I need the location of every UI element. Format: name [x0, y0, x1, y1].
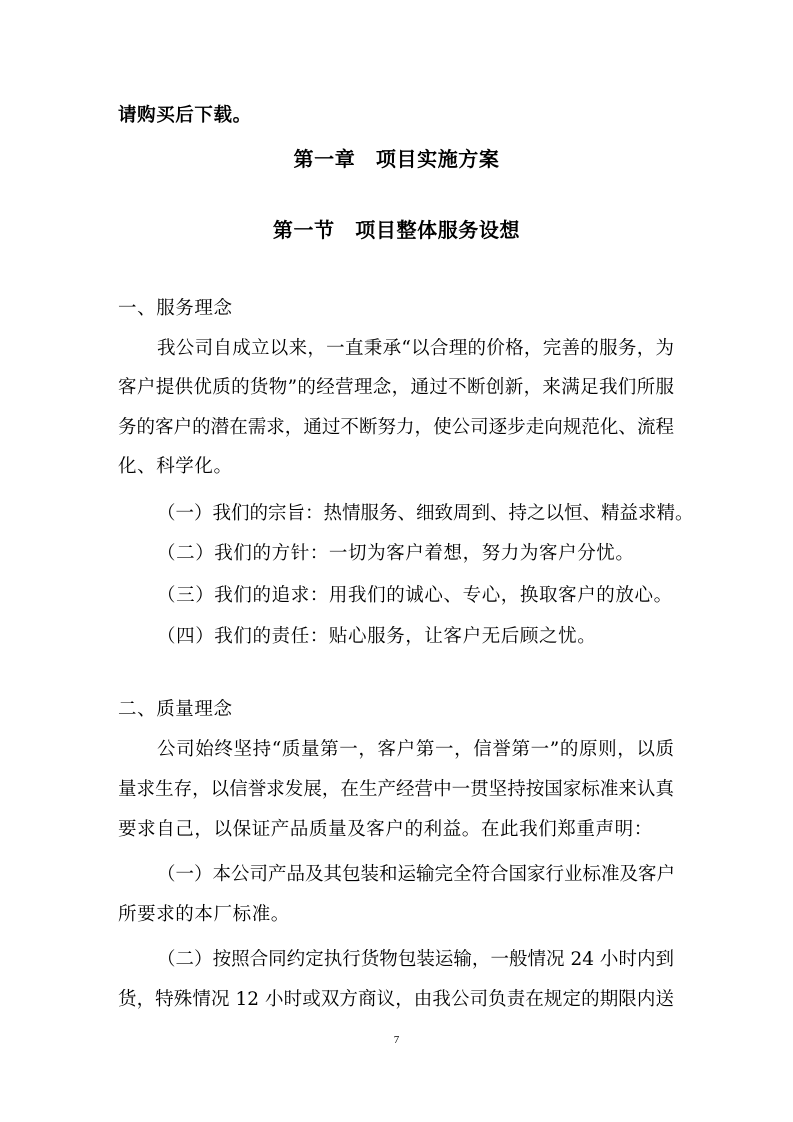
- paragraph-line: 我公司自成立以来，一直秉承“以合理的价格，完善的服务，为: [157, 338, 674, 359]
- heading-service-philosophy: 一、服务理念: [118, 298, 233, 319]
- paragraph-line: 公司始终坚持“质量第一，客户第一，信誉第一”的原则，以质: [157, 739, 674, 760]
- list-item: （一）我们的宗旨：热情服务、细致周到、持之以恒、精益求精。: [157, 503, 694, 524]
- list-item: （一）本公司产品及其包装和运输完全符合国家行业标准及客户: [157, 864, 676, 885]
- paragraph-line: 客户提供优质的货物”的经营理念，通过不断创新，来满足我们所服: [118, 377, 674, 398]
- heading-quality-philosophy: 二、质量理念: [118, 699, 233, 720]
- paragraph-line: 量求生存，以信誉求发展，在生产经营中一贯坚持按国家标准来认真: [118, 779, 674, 800]
- list-item: （二）我们的方针：一切为客户着想，努力为客户分忧。: [157, 543, 635, 564]
- list-item: （二）按照合同约定执行货物包装运输，一般情况 24 小时内到: [157, 949, 674, 970]
- purchase-note: 请购买后下载。: [118, 105, 252, 126]
- list-item: （三）我们的追求：用我们的诚心、专心，换取客户的放心。: [157, 585, 673, 606]
- paragraph-line: 化、科学化。: [118, 456, 233, 477]
- chapter-title: 第一章 项目实施方案: [293, 147, 500, 171]
- list-item: （四）我们的责任：贴心服务，让客户无后顾之忧。: [157, 626, 597, 647]
- page-number: 7: [393, 1034, 400, 1046]
- list-item-continuation: 所要求的本厂标准。: [118, 904, 290, 925]
- section-title: 第一节 项目整体服务设想: [272, 218, 521, 242]
- paragraph-line: 要求自己，以保证产品质量及客户的利益。在此我们郑重声明：: [118, 819, 653, 840]
- paragraph-line: 务的客户的潜在需求，通过不断努力，使公司逐步走向规范化、流程: [118, 417, 674, 438]
- list-item-continuation: 货，特殊情况 12 小时或双方商议，由我公司负责在规定的期限内送: [118, 989, 674, 1010]
